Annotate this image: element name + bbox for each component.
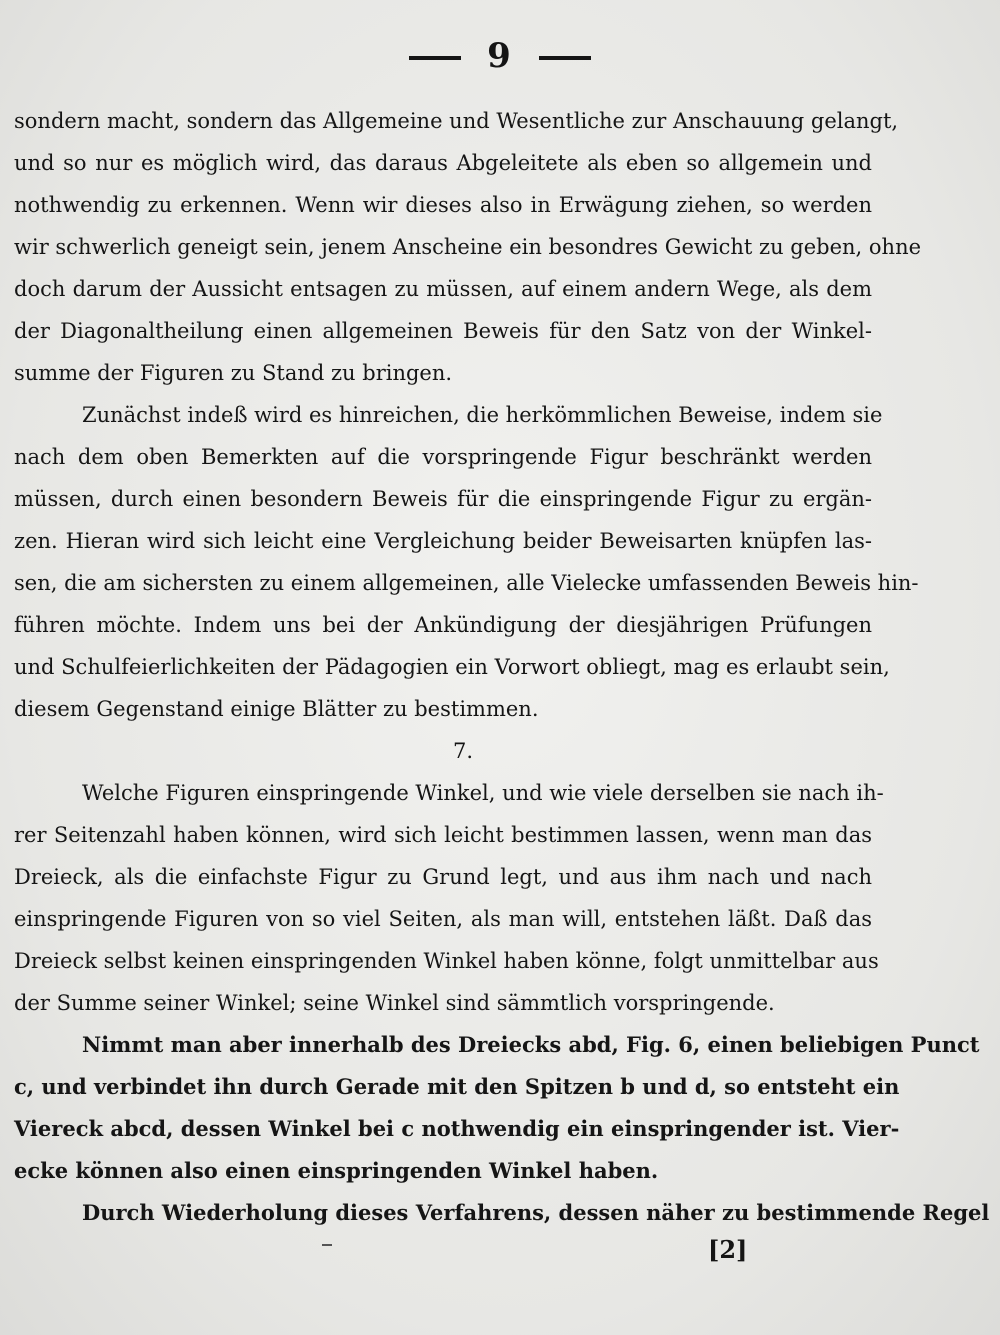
text-line: Zunächst indeß wird es hinreichen, die herkömmlichen Beweise, indem sie [82, 403, 883, 427]
text-line: nothwendig zu erkennen. Wenn wir dieses also in Erwägung ziehen, so werden [14, 193, 872, 217]
text-line: Durch Wiederholung dieses Verfahrens, dessen näher zu bestimmende Regel [82, 1200, 990, 1225]
text-line: und so nur es möglich wird, das daraus Abgeleitete als eben so allgemein und [14, 151, 872, 175]
page-number: 9 [487, 36, 513, 76]
text-line: und Schulfeierlichkeiten der Pädagogien ein Vorwort obliegt, mag es erlaubt sein, [14, 655, 890, 679]
margin-mark [322, 1244, 332, 1246]
text-line: der Diagonaltheilung einen allgemeinen Beweis für den Satz von der Winkel- [14, 319, 872, 343]
text-line: einspringende Figuren von so viel Seiten, als man will, entstehen läßt. Daß das [14, 907, 872, 931]
body-text [14, 100, 990, 1234]
section-number: 7. [452, 739, 474, 763]
text-line: Nimmt man aber innerhalb des Dreiecks abd, Fig. 6, einen beliebigen Punct [82, 1032, 980, 1057]
text-line: führen möchte. Indem uns bei der Ankündigung der diesjährigen Prüfungen [14, 613, 872, 637]
header-dash-left [409, 56, 461, 60]
text-line: müssen, durch einen besondern Beweis für die einspringende Figur zu ergän- [14, 487, 872, 511]
text-line: zen. Hieran wird sich leicht eine Vergleichung beider Beweisarten knüpfen las- [14, 529, 872, 553]
text-line: Dreieck, als die einfachste Figur zu Grund legt, und aus ihm nach und nach [14, 865, 872, 889]
text-line: Viereck abcd, dessen Winkel bei c nothwendig ein einspringender ist. Vier- [14, 1116, 900, 1141]
text-line: nach dem oben Bemerkten auf die vorspringende Figur beschränkt werden [14, 445, 872, 469]
text-line: Welche Figuren einspringende Winkel, und wie viele derselben sie nach ih- [82, 781, 884, 805]
text-line: wir schwerlich geneigt sein, jenem Anscheine ein besondres Gewicht zu geben, ohne [14, 235, 922, 259]
text-line: sondern macht, sondern das Allgemeine und Wesentliche zur Anschauung gelangt, [14, 109, 899, 133]
text-line: summe der Figuren zu Stand zu bringen. [14, 361, 453, 385]
text-line: der Summe seiner Winkel; seine Winkel sind sämmtlich vorspringende. [14, 991, 775, 1015]
text-line: sen, die am sichersten zu einem allgemeinen, alle Vielecke umfassenden Beweis hin- [14, 571, 919, 595]
text-line: diesem Gegenstand einige Blätter zu bestimmen. [14, 697, 539, 721]
text-line: Dreieck selbst keinen einspringenden Winkel haben könne, folgt unmittelbar aus [14, 949, 879, 973]
header-dash-right [539, 56, 591, 60]
text-line: rer Seitenzahl haben können, wird sich leicht bestimmen lassen, wenn man das [14, 823, 872, 847]
text-line: c, und verbindet ihn durch Gerade mit den Spitzen b und d, so entsteht ein [14, 1074, 900, 1099]
signature-mark: [2] [708, 1235, 748, 1264]
text-line: ecke können also einen einspringenden Winkel haben. [14, 1158, 659, 1183]
page-header [0, 36, 1000, 76]
text-line: doch darum der Aussicht entsagen zu müssen, auf einem andern Wege, als dem [14, 277, 872, 301]
